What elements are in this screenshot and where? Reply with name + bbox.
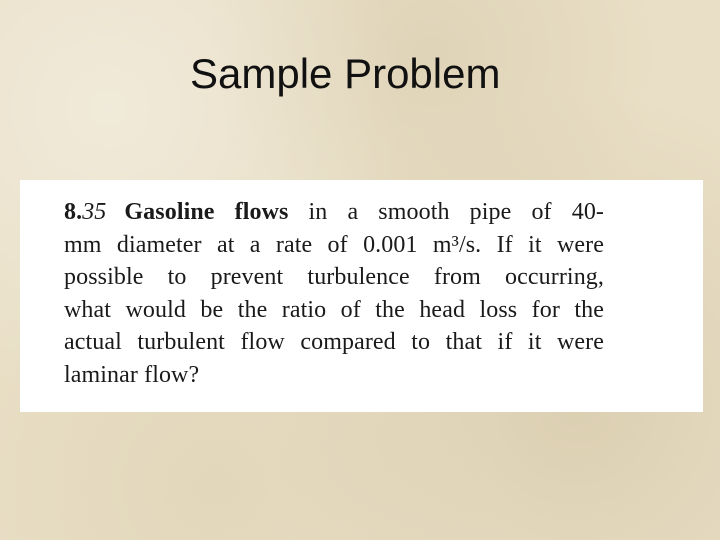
slide-title: Sample Problem xyxy=(190,50,501,97)
problem-line-1: 8.35 Gasoline flows in a smooth pipe of 40- xyxy=(64,199,605,225)
problem-line-5: actual turbulent flow compared to that if it were xyxy=(64,329,604,355)
problem-line-4: what would be the ratio of the head loss for the xyxy=(64,296,604,323)
problem-line-2: mm diameter at a rate of 0.001 m³/s. If it were xyxy=(64,231,604,258)
problem-text xyxy=(64,196,604,391)
problem-lead: Gasoline flows xyxy=(124,199,289,225)
problem-image xyxy=(20,180,703,412)
problem-number: 8.35 xyxy=(64,199,107,225)
problem-line-3: possible to prevent turbulence from occurring, xyxy=(64,264,604,290)
problem-line-6: laminar flow? xyxy=(64,361,200,388)
